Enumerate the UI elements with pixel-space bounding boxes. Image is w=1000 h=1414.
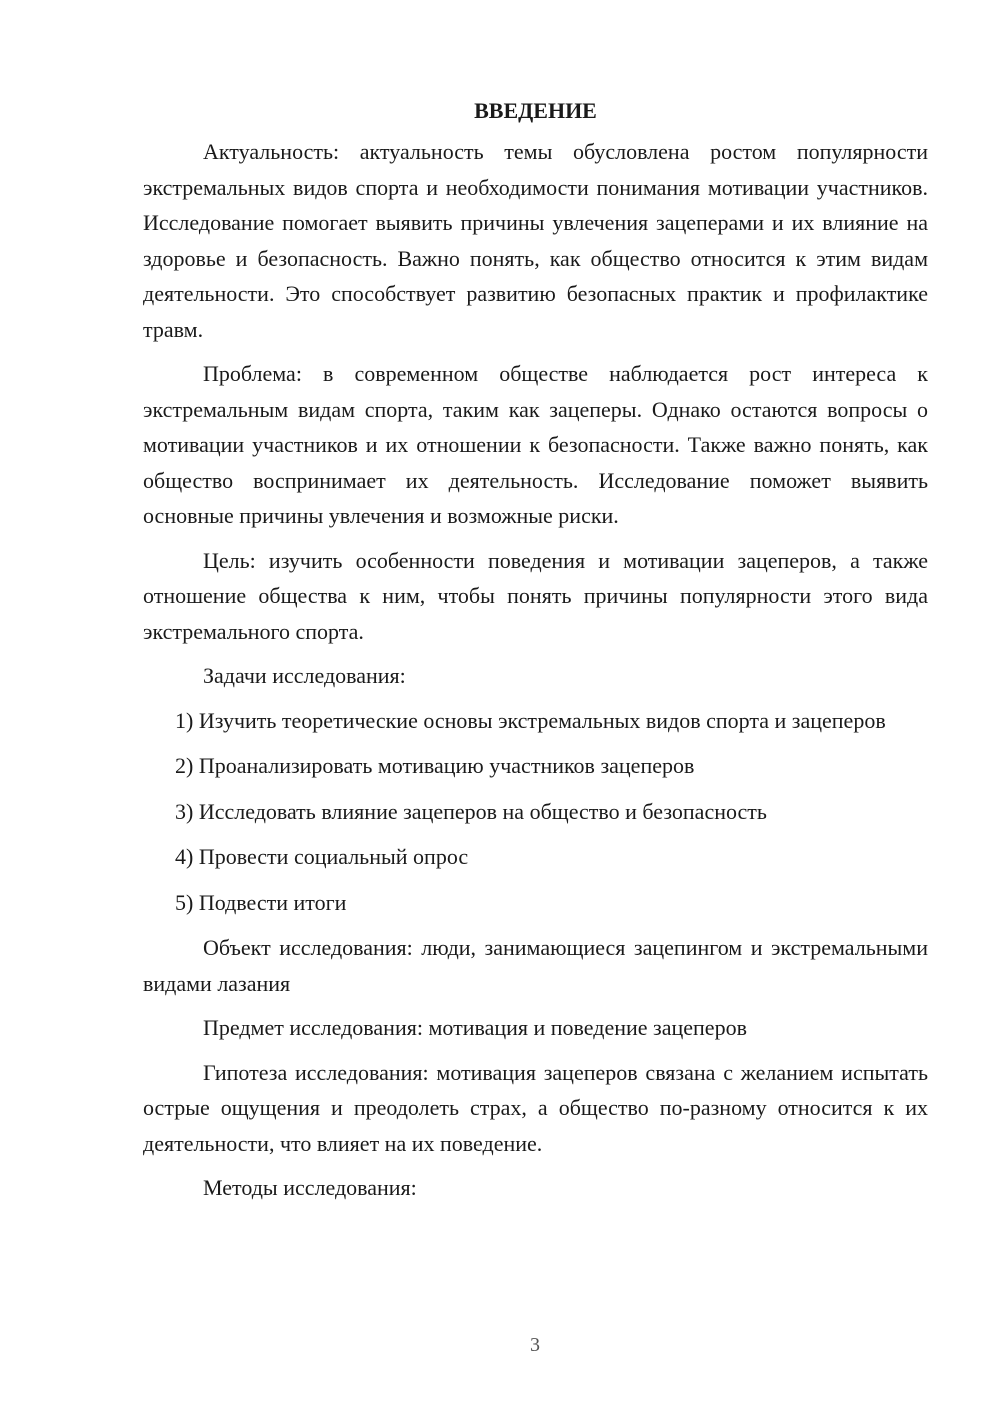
page-number: 3 (530, 1334, 540, 1356)
paragraph-goal: Цель: изучить особенности поведения и мотивации зацеперов, а также отношение общества к ним, чтобы понять причины популярности этого вида экстремального спорта. (143, 547, 928, 644)
document-page (143, 96, 928, 1215)
list-item: 1) Изучить теоретические основы экстремальных видов спорта и зацеперов (175, 707, 886, 733)
paragraph-methods-heading: Методы исследования: (203, 1175, 417, 1200)
paragraph-subject: Предмет исследования: мотивация и поведение зацеперов (203, 1015, 747, 1040)
list-item: 2) Проанализировать мотивацию участников зацеперов (175, 753, 695, 778)
list-item: 3) Исследовать влияние зацеперов на общество и безопасность (175, 798, 767, 824)
paragraph-problem: Проблема: в современном обществе наблюдается рост интереса к экстремальным видам спорта, таким как зацеперы. Однако остаются вопросы о мотивации участников и их отношении к безопасности. Также важно понять, как общество воспринимает их деятельность. Исследование поможет выявить основные причины увлечения и возможные риски. (143, 361, 928, 528)
paragraph-tasks-heading: Задачи исследования: (203, 663, 406, 688)
list-item: 4) Провести социальный опрос (175, 844, 469, 869)
paragraph-object: Объект исследования: люди, занимающиеся зацепингом и экстремальными видами лазания (143, 935, 928, 996)
paragraph-hypothesis: Гипотеза исследования: мотивация зацеперов связана с желанием испытать острые ощущения и преодолеть страх, а общество по-разному относится к их деятельности, что влияет на их поведение. (143, 1059, 928, 1156)
paragraph-relevance: Актуальность: актуальность темы обусловлена ростом популярности экстремальных видов спорта и необходимости понимания мотивации участников. Исследование помогает выявить причины увлечения зацеперами и их влияние на здоровье и безопасность. Важно понять, как общество относится к этим видам деятельности. Это способствует развитию безопасных практик и профилактике травм. (143, 139, 928, 342)
section-title: ВВЕДЕНИЕ (474, 98, 597, 123)
list-item: 5) Подвести итоги (175, 889, 347, 915)
